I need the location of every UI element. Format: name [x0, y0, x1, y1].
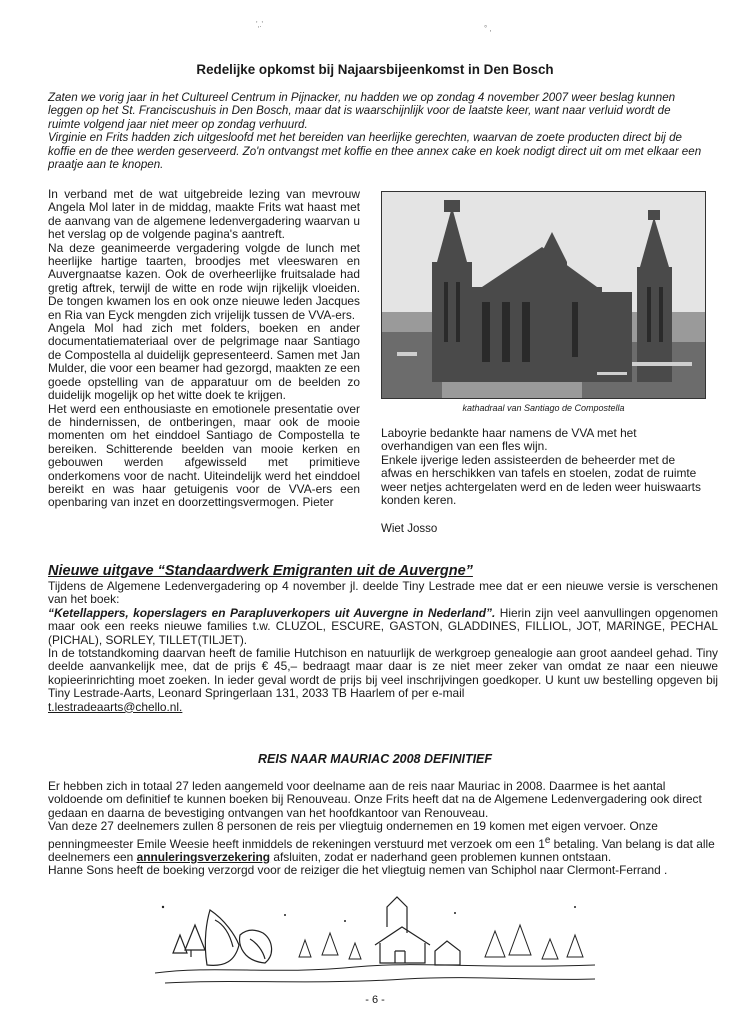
- article-intro: [48, 91, 703, 171]
- body-paragraph: Laboyrie bedankte haar namens de VVA met het overhandigen van een fles wijn.: [381, 426, 637, 454]
- intro-paragraph: Virginie en Frits hadden zich uitgesloofd met het bereiden van heerlijke gerechten, waarvan de zoete producten direct bij de koffie en de thee werden geserveerd. Zo'n ontvangst met koffie en thee annex cake en koek nodigt direct uit om met elkaar een praatje aan te knopen.: [48, 131, 702, 172]
- body-paragraph: Angela Mol had zich met folders, boeken en ander documentatiemateriaal over de pelgrimage naar Santiago de Compostella al duidelijk gepresenteerd. Samen met Jan Mulder, die voor een beamer had gezorgd, maakten ze een goede opstelling van de apparatuur om de beelden zo duidelijk mogelijk op het witte doek te krijgen.: [48, 321, 360, 403]
- section-body: [48, 780, 718, 878]
- body-paragraph: [48, 607, 718, 647]
- right-column: [381, 427, 706, 507]
- emphasis-term: annuleringsverzekering: [136, 850, 271, 864]
- section-title: Nieuwe uitgave “Standaardwerk Emigranten uit de Auvergne”: [48, 563, 473, 579]
- body-text: Van deze 27 deelnemers zullen 8 personen de reis per vliegtuig ondernemen en 19 komen met eigen vervoer. Onze penningmeester Emile Weesie heeft inmiddels de rekeningen verstuurd met verzoek om een 1: [48, 819, 658, 851]
- cathedral-photo: [381, 191, 706, 399]
- left-column: [48, 188, 360, 510]
- body-paragraph: Het werd een enthousiaste en emotionele presentatie over de hindernissen, de ontberingen, maar ook de mooie momenten om het einddoel Santiago de Compostella te bereiken. Schitterende beelden van mooie kerken en gebouwen werden afgewisseld met primitieve onderkomens voor de nacht. Uiteindelijk werd het einddoel bereikt en was haar getuigenis voor de VVA-ers een openbaring van inzet en doorzettingsvermogen. Pieter: [48, 401, 360, 510]
- body-text: Hierin zijn veel aanvullingen opgenomen maar ook een reeks nieuwe families t.w. CLUZOL, ESCURE, GASTON, GLADDINES, FILLIOL, JOT, MARINGE, PECHAL (PICHAL), SORLEY, TILLET(TILJET).: [48, 605, 718, 647]
- section-title: REIS NAAR MAURIAC 2008 DEFINITIEF: [257, 752, 493, 766]
- body-text: betaling. Van belang is dat alle deelnemers een: [48, 836, 715, 864]
- body-paragraph: [48, 820, 718, 864]
- email-link[interactable]: t.lestradeaarts@chello.nl.: [48, 699, 183, 714]
- body-text: afsluiten, zodat er naderhand geen problemen kunnen ontstaan.: [270, 850, 612, 864]
- body-paragraph: In verband met de wat uitgebreide lezing van mevrouw Angela Mol later in de middag, maakte Frits wat haast met de aanvang van de algemene ledenvergadering waarvan u het verslag op de volgende pagina's aantreft.: [48, 187, 360, 242]
- body-paragraph: In de totstandkoming daarvan heeft de familie Hutchison en natuurlijk de werkgroep genealogie aan groot aandeel gehad. Tiny deelde aanvankelijk mee, dat de prijs € 45,– bedraagt maar daar is ze niet meer zeker van omdat ze naar een nieuwe kopieerinrichting moet zoeken. In ieder geval wordt de prijs bij veel inschrijvingen goedkoper. U kunt uw bestelling opgeven bij Tiny Lestrade-Aarts, Leonard Springerlaan 131, 2033 TB Haarlem of per e-mail: [48, 646, 718, 701]
- photo-caption: kathadraal van Santiago de Compostella: [462, 403, 625, 413]
- book-title: “Ketellappers, koperslagers en Parapluverkopers uit Auvergne in Nederland”.: [48, 605, 496, 620]
- body-paragraph: Enkele ijverige leden assisteerden de beheerder met de afwas en herschikken van tafels en stoelen, zodat de ruimte weer netjes achtergelaten werd en de leden weer huiswaarts konden keren.: [381, 452, 701, 508]
- body-paragraph: Er hebben zich in totaal 27 leden aangemeld voor deelname aan de reis naar Mauriac in 2008. Daarmee is het aantal voldoende om definitief te kunnen boeken bij Renouveau. Onze Frits heeft dat na de Algemene Ledenvergadering ook direct gedaan en daarna de bevestiging ontvangen van het hoofdkantoor van Renouveau.: [48, 779, 702, 820]
- section-body: [48, 580, 718, 714]
- author-signature: Wiet Josso: [381, 523, 438, 535]
- scan-speck: '‚.': [256, 20, 264, 29]
- winter-landscape-illustration: [155, 895, 595, 987]
- page-number: - 6 -: [365, 994, 385, 1006]
- intro-paragraph: Zaten we vorig jaar in het Cultureel Centrum in Pijnacker, nu hadden we op zondag 4 november 2007 weer beslag kunnen leggen op het St. Franciscushuis in Den Bosch, maar dat is waarschijnlijk voor de laatste keer, want naar verluid wordt de ruimte volgend jaar niet meer op zondag verhuurd.: [48, 91, 676, 131]
- ordinal-suffix: e: [544, 834, 551, 846]
- scan-speck: ° ,: [484, 24, 492, 33]
- article-title: Redelijke opkomst bij Najaarsbijeenkomst in Den Bosch: [196, 62, 554, 77]
- body-paragraph: Na deze geanimeerde vergadering volgde de lunch met heerlijke hartige taarten, broodjes met vleeswaren en Auvergnaatse kazen. Ook de overheerlijke fruitsalade had gretig aftrek, terwijl de witte en rode wijn rijkelijk vloeiden. De tongen kwamen los en ook onze nieuwe leden Jacques en Ria van Eyck mengden zich vrijelijk tussen de VVA-ers.: [48, 240, 360, 322]
- body-paragraph: Tijdens de Algemene Ledenvergadering op 4 november jl. deelde Tiny Lestrade mee dat er een nieuwe versie is verschenen van het boek:: [48, 579, 718, 607]
- body-paragraph: Hanne Sons heeft de boeking verzorgd voor de reiziger die het vliegtuig nemen van Schiphol naar Clermont-Ferrand .: [48, 863, 668, 878]
